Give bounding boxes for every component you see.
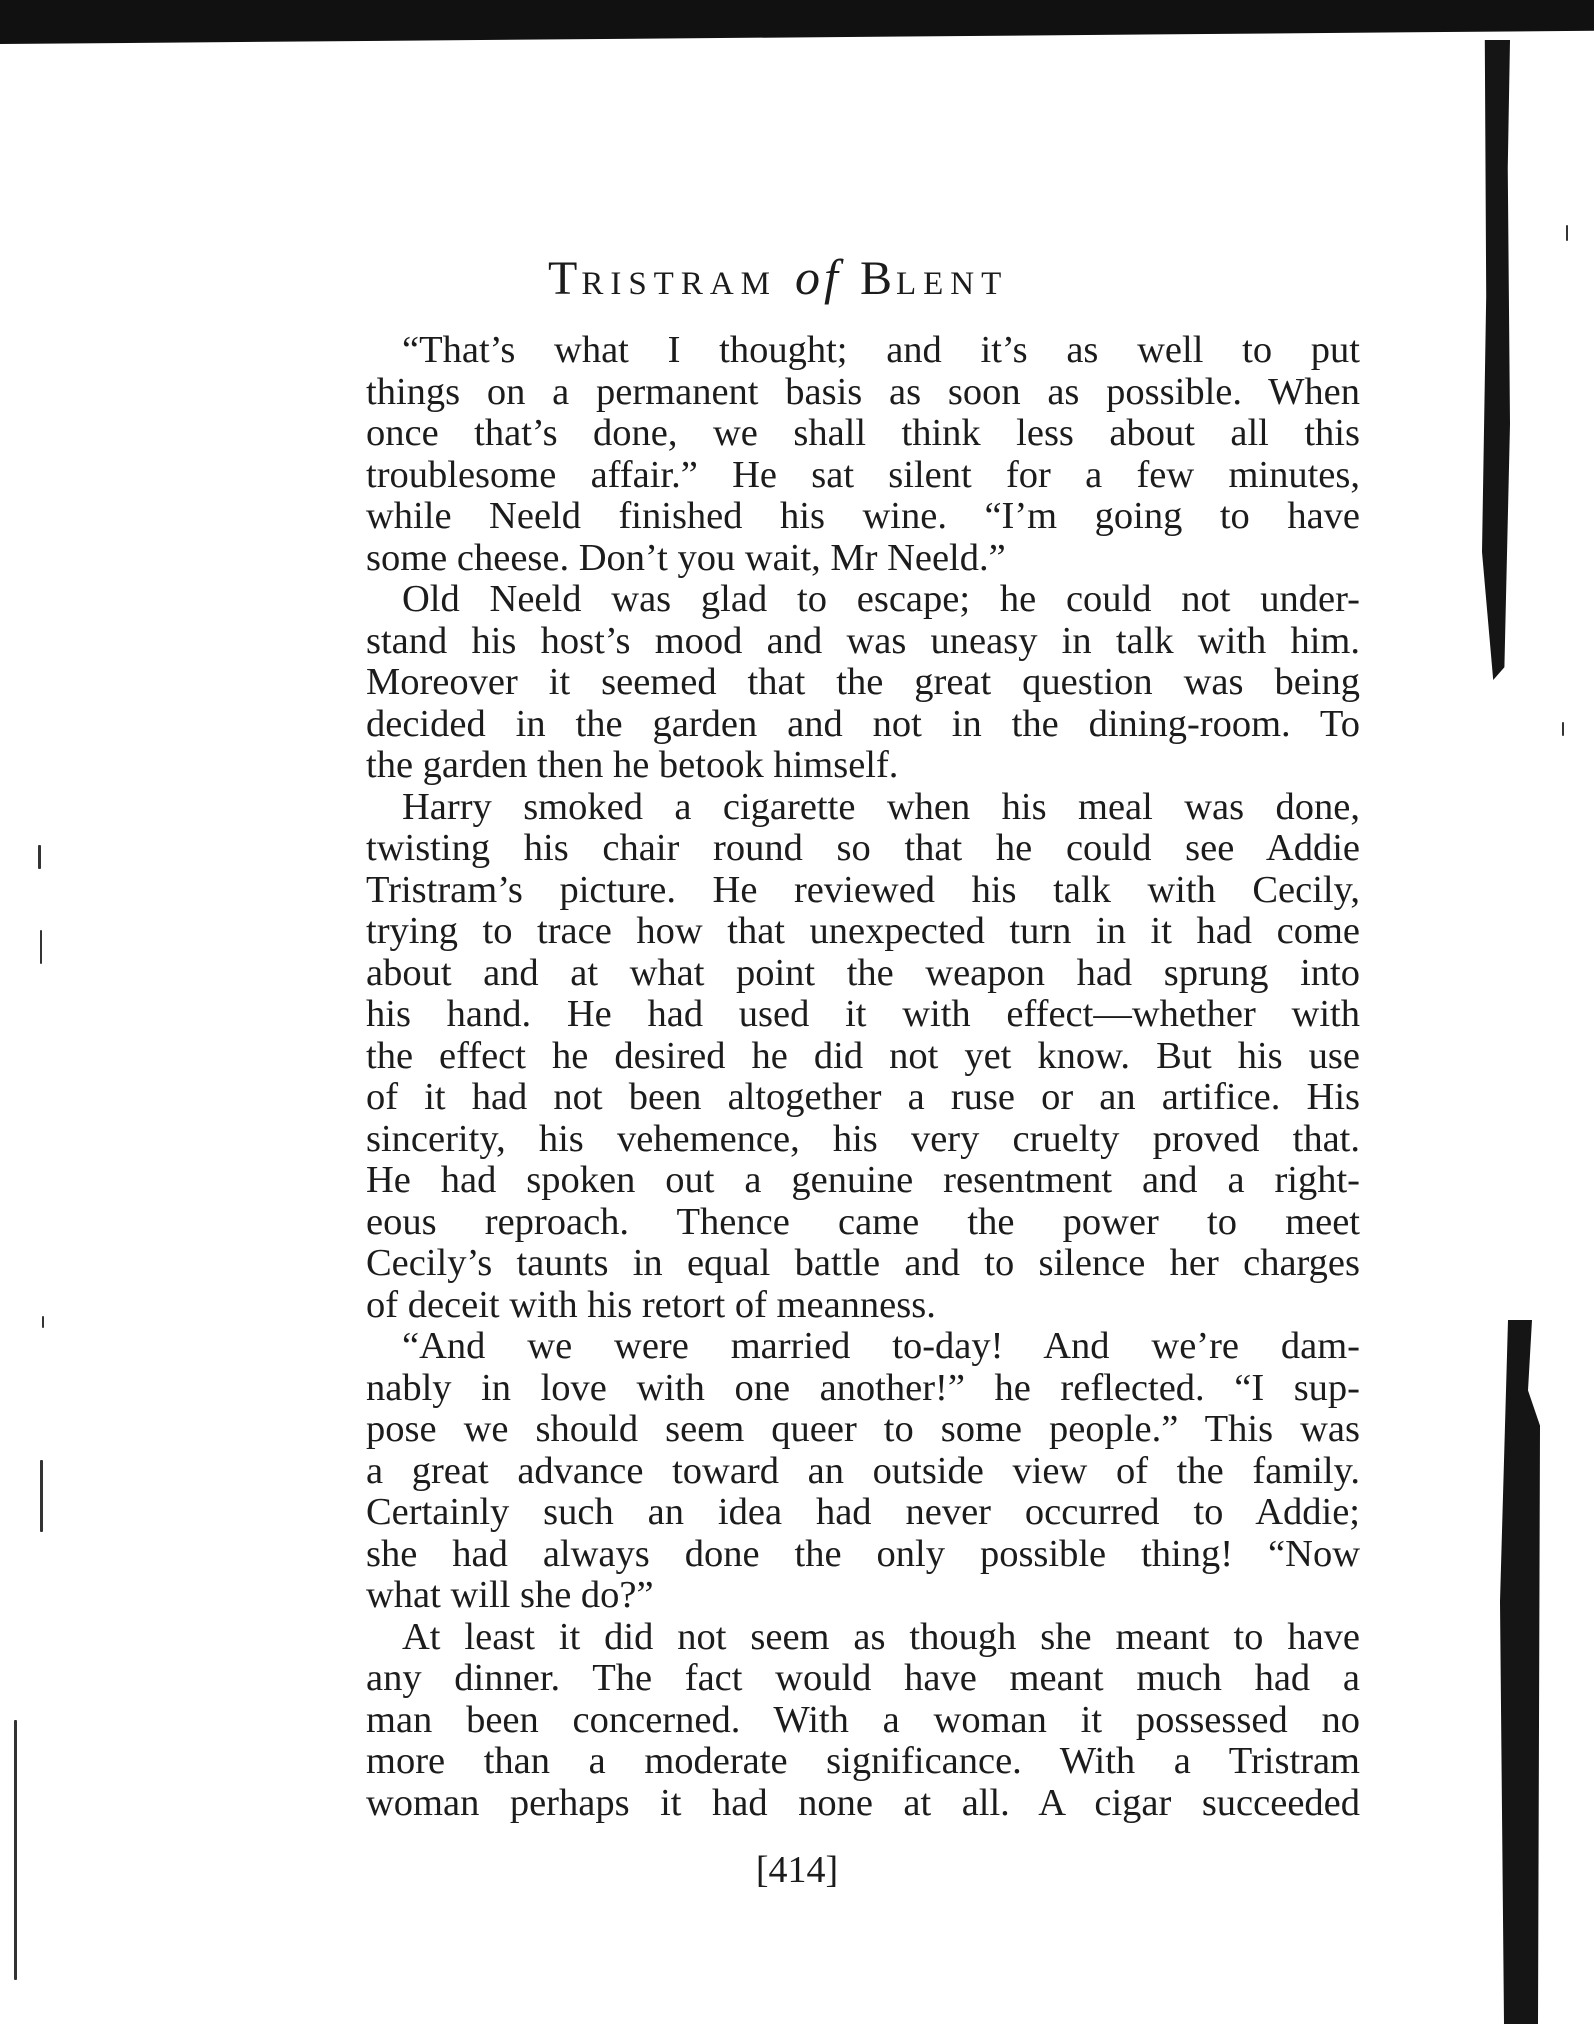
text-line: once that’s done, we shall think less about all this: [366, 412, 1360, 454]
text-line: Harry smoked a cigarette when his meal was done,: [402, 785, 1360, 828]
text-line: Moreover it seemed that the great question was being: [366, 661, 1360, 703]
scan-edge-shadow-right-upper: [1482, 40, 1510, 680]
text-line: Tristram’s picture. He reviewed his talk with Cecily,: [366, 868, 1360, 911]
text-line: while Neeld finished his wine. “I’m going to have: [366, 495, 1360, 537]
text-line: some cheese. Don’t you wait, Mr Neeld.”: [366, 536, 1006, 579]
scan-edge-shadow-top: [0, 0, 1594, 44]
text-line: the garden then he betook himself.: [366, 744, 899, 786]
header-of: of: [795, 249, 842, 305]
text-line: “And we were married to-day! And we’re dam-: [402, 1325, 1360, 1367]
text-line: about and at what point the weapon had sprung into: [366, 951, 1360, 994]
text-line: Cecily’s taunts in equal battle and to silence her charges: [366, 1242, 1360, 1284]
header-initial: B: [859, 252, 896, 305]
text-line: twisting his chair round so that he could see Addie: [366, 827, 1360, 869]
text-line: more than a moderate significance. With a Tristram: [366, 1740, 1360, 1782]
text-line: He had spoken out a genuine resentment and a right-: [366, 1159, 1360, 1201]
text-line: Certainly such an idea had never occurred to Addie;: [366, 1491, 1360, 1533]
text-line: woman perhaps it had none at all. A cigar succeeded: [366, 1781, 1360, 1824]
header-initial: T: [548, 252, 582, 305]
text-line: stand his host’s mood and was uneasy in talk with him.: [366, 619, 1360, 662]
text-line: nably in love with one another!” he reflected. “I sup-: [366, 1366, 1360, 1409]
scan-speck: [42, 1316, 44, 1328]
header-word: LENT: [895, 266, 1009, 302]
text-line: decided in the garden and not in the dining-room. To: [366, 702, 1360, 745]
scan-speck: [1562, 722, 1564, 736]
page-number: [414]: [755, 1849, 839, 1891]
text-line: troublesome affair.” He sat silent for a few minutes,: [366, 453, 1360, 496]
text-line: pose we should seem queer to some people.” This was: [366, 1408, 1360, 1450]
text-line: of it had not been altogether a ruse or an artifice. His: [366, 1076, 1360, 1118]
text-line: a great advance toward an outside view of the family.: [366, 1449, 1360, 1492]
scan-speck: [40, 1460, 43, 1532]
text-line: “That’s what I thought; and it’s as well to put: [402, 329, 1360, 371]
text-line: any dinner. The fact would have meant much had a: [366, 1657, 1360, 1699]
scan-speck: [38, 845, 41, 869]
scan-edge-shadow-right-lower: [1500, 1320, 1540, 2024]
text-line: she had always done the only possible thing! “Now: [366, 1532, 1360, 1575]
text-line: what will she do?”: [366, 1574, 654, 1616]
header-word: RISTRAM: [581, 266, 778, 302]
text-line: At least it did not seem as though she meant to have: [402, 1615, 1360, 1658]
text-line: Old Neeld was glad to escape; he could not under-: [402, 578, 1360, 620]
text-line: the effect he desired he did not yet know. But his use: [366, 1034, 1360, 1077]
scan-speck: [40, 930, 42, 964]
text-line: eous reproach. Thence came the power to meet: [366, 1200, 1360, 1243]
running-header: [548, 248, 1188, 308]
text-line: man been concerned. With a woman it possessed no: [366, 1698, 1360, 1741]
scan-speck: [1566, 225, 1568, 241]
text-line: his hand. He had used it with effect—whether with: [366, 993, 1360, 1035]
body-text: [366, 330, 1360, 1824]
text-line: things on a permanent basis as soon as possible. When: [366, 370, 1360, 413]
text-line: trying to trace how that unexpected turn in it had come: [366, 910, 1360, 952]
text-line: of deceit with his retort of meanness.: [366, 1283, 936, 1326]
text-line: sincerity, his vehemence, his very cruelty proved that.: [366, 1117, 1360, 1160]
